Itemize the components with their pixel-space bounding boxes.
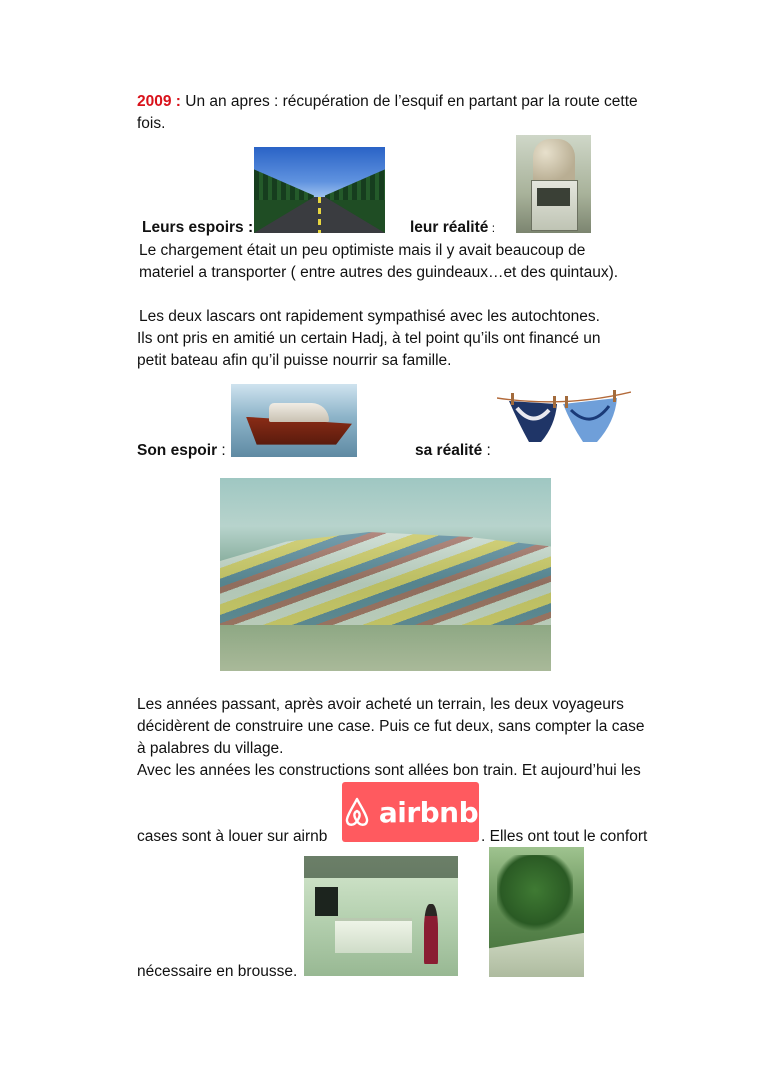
airbnb-logo (342, 782, 479, 842)
para3-line1: Les années passant, après avoir acheté un terrain, les deux voyageurs (137, 696, 624, 713)
intro-line-2: fois. (137, 115, 166, 132)
case-exterior-photo (489, 847, 584, 977)
wooden-boat-photo (231, 384, 357, 457)
road-photo (254, 147, 385, 233)
reality-colon: : (488, 221, 496, 235)
para2-line1: Les deux lascars ont rapidement sympathisé avec les autochtones. (139, 308, 600, 325)
hope-label-text: Son espoir (137, 442, 218, 459)
para1-line2: materiel a transporter ( entre autres des guindeaux…et des quintaux). (139, 264, 619, 281)
airbnb-logo-text: airbnb (378, 795, 479, 829)
para3-line6: nécessaire en brousse. (137, 963, 298, 980)
hope-colon: : (217, 442, 226, 459)
reality-label-text-2: sa réalité (415, 442, 483, 459)
para2-line2: Ils ont pris en amitié un certain Hadj, à tel point qu’ils ont financé un (137, 330, 601, 347)
airbnb-belo-icon (343, 797, 371, 827)
para3-line4: Avec les années les constructions sont allées bon train. Et aujourd’hui les (137, 762, 641, 779)
case-interior-photo (304, 856, 458, 976)
year-heading: 2009 : (137, 93, 181, 110)
reality-label-row1 (410, 217, 495, 239)
para3-line2: décidèrent de construire une case. Puis ce fut deux, sans compter la case (137, 718, 645, 735)
para3-line5-start: cases sont à louer sur airnb (137, 828, 328, 845)
para2-line3: petit bateau afin qu’il puisse nourrir sa famille. (137, 352, 452, 369)
son-espoir-label (137, 440, 226, 462)
loaded-van-photo (516, 135, 591, 233)
reality-colon-2: : (482, 442, 491, 459)
para3-line3: à palabres du village. (137, 740, 284, 757)
hope-label: Leurs espoirs : (142, 219, 254, 236)
pirogues-beach-photo (220, 478, 551, 671)
intro-line-1 (137, 91, 638, 113)
underwear-on-line-photo (497, 384, 631, 454)
para1-line1: Le chargement était un peu optimiste mais il y avait beaucoup de (139, 242, 586, 259)
intro-text: Un an apres : récupération de l’esquif en partant par la route cette (180, 93, 638, 110)
sa-realite-label (415, 440, 491, 462)
reality-label-text: leur réalité (410, 219, 489, 236)
para3-line5-end: . Elles ont tout le confort (481, 828, 648, 845)
